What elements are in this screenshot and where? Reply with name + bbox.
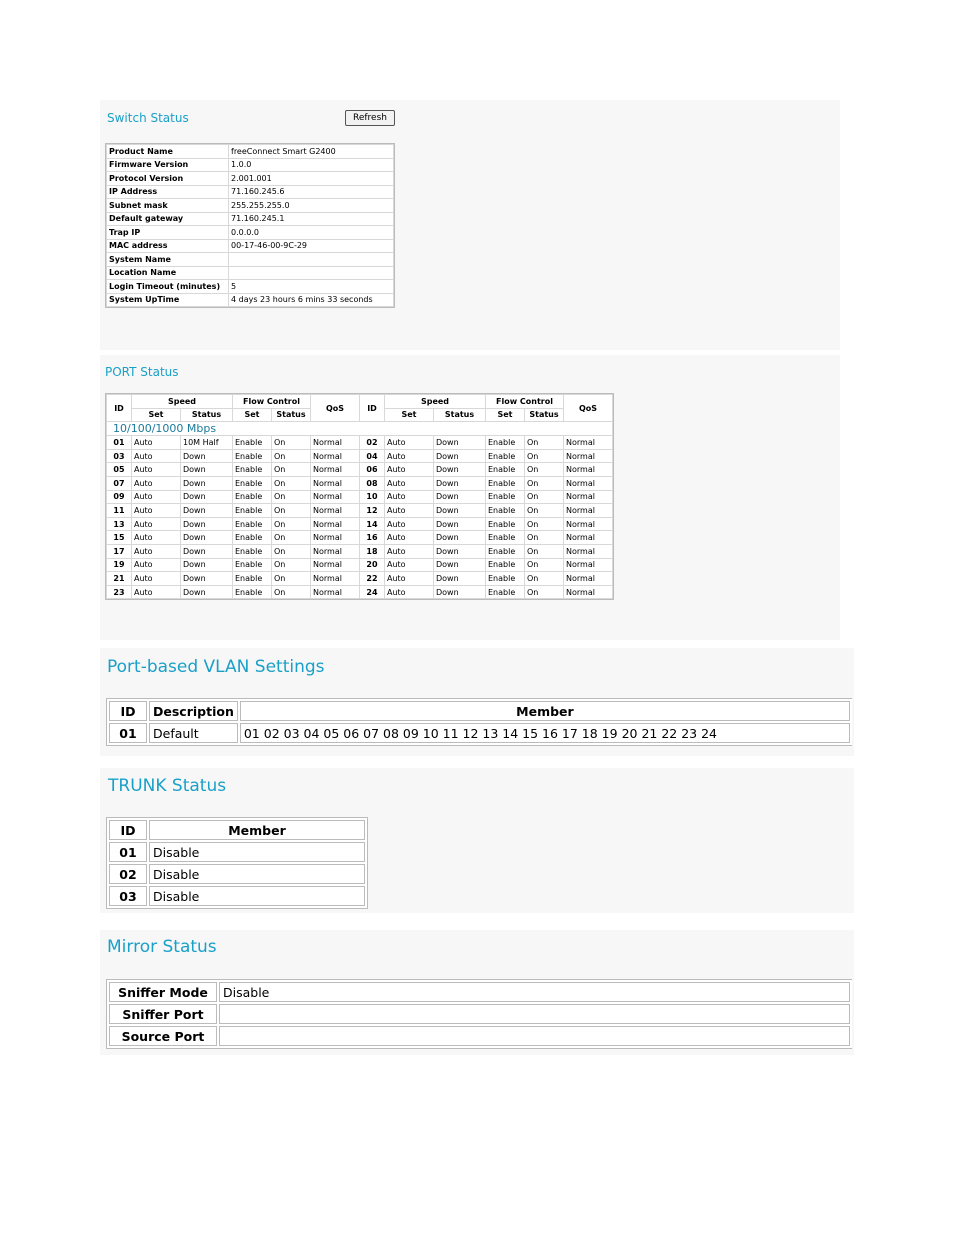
port-fc-status-cell: On <box>272 477 310 490</box>
port-col-speed-set-right: Set <box>385 409 433 422</box>
vlan-id-cell: 01 <box>109 723 147 743</box>
switch-status-value <box>229 253 393 266</box>
port-id-cell: 01 <box>107 436 131 449</box>
port-qos-cell: Normal <box>311 545 359 558</box>
switch-status-value: 2.001.001 <box>229 172 393 185</box>
port-fc-set-cell: Enable <box>233 586 271 599</box>
port-col-fc-status-left: Status <box>272 409 310 422</box>
port-fc-set-cell: Enable <box>233 450 271 463</box>
port-id-cell: 08 <box>360 477 384 490</box>
port-speed-status-cell: Down <box>181 450 232 463</box>
port-id-cell: 11 <box>107 504 131 517</box>
port-speed-status-cell: Down <box>181 504 232 517</box>
port-qos-cell: Normal <box>564 586 612 599</box>
port-id-cell: 02 <box>360 436 384 449</box>
switch-status-label: MAC address <box>107 240 228 253</box>
port-speed-set-cell: Auto <box>385 450 433 463</box>
port-speed-set-cell: Auto <box>132 586 180 599</box>
trunk-member-cell: Disable <box>149 886 365 906</box>
port-speed-status-cell: Down <box>434 504 485 517</box>
port-speed-set-cell: Auto <box>385 491 433 504</box>
switch-status-value: 1.0.0 <box>229 159 393 172</box>
port-col-fc-set-right: Set <box>486 409 524 422</box>
port-id-cell: 24 <box>360 586 384 599</box>
port-id-cell: 05 <box>107 463 131 476</box>
port-speed-status-cell: Down <box>434 518 485 531</box>
port-col-id-right: ID <box>360 395 384 421</box>
port-fc-status-cell: On <box>525 559 563 572</box>
vlan-table <box>106 698 852 746</box>
mirror-row <box>109 1004 850 1024</box>
port-fc-set-cell: Enable <box>486 559 524 572</box>
port-id-cell: 06 <box>360 463 384 476</box>
switch-status-value: 0.0.0.0 <box>229 226 393 239</box>
port-fc-status-cell: On <box>272 491 310 504</box>
port-speed-status-cell: Down <box>181 491 232 504</box>
port-fc-status-cell: On <box>272 450 310 463</box>
port-qos-cell: Normal <box>564 477 612 490</box>
switch-status-row <box>107 199 393 212</box>
switch-status-value: 255.255.255.0 <box>229 199 393 212</box>
port-fc-status-cell: On <box>525 463 563 476</box>
port-fc-status-cell: On <box>525 586 563 599</box>
refresh-button[interactable]: Refresh <box>345 110 395 126</box>
port-speed-set-cell: Auto <box>132 545 180 558</box>
port-fc-set-cell: Enable <box>486 586 524 599</box>
port-col-speed-set-left: Set <box>132 409 180 422</box>
port-col-qos-left: QoS <box>311 395 359 421</box>
port-col-speed-right: Speed <box>385 395 485 408</box>
port-col-speed-status-left: Status <box>181 409 232 422</box>
port-id-cell: 07 <box>107 477 131 490</box>
port-speed-set-cell: Auto <box>385 586 433 599</box>
switch-status-row <box>107 280 393 293</box>
port-speed-set-cell: Auto <box>385 477 433 490</box>
port-fc-status-cell: On <box>525 477 563 490</box>
switch-status-row <box>107 186 393 199</box>
port-qos-cell: Normal <box>311 436 359 449</box>
trunk-row <box>109 886 365 906</box>
mirror-row <box>109 1026 850 1046</box>
port-fc-status-cell: On <box>525 518 563 531</box>
port-speed-set-cell: Auto <box>132 477 180 490</box>
port-col-speed-left: Speed <box>132 395 232 408</box>
port-speed-status-cell: Down <box>434 545 485 558</box>
switch-status-label: Location Name <box>107 267 228 280</box>
port-qos-cell: Normal <box>564 572 612 585</box>
switch-status-value: 5 <box>229 280 393 293</box>
port-fc-set-cell: Enable <box>486 477 524 490</box>
switch-status-label: Product Name <box>107 145 228 158</box>
port-speed-set-cell: Auto <box>132 450 180 463</box>
switch-status-label: System UpTime <box>107 294 228 307</box>
port-fc-set-cell: Enable <box>486 436 524 449</box>
vlan-description-cell: Default <box>149 723 238 743</box>
port-col-speed-status-right: Status <box>434 409 485 422</box>
port-group-label: 10/100/1000 Mbps <box>107 422 612 435</box>
port-status-table <box>105 393 614 600</box>
trunk-row <box>109 842 365 862</box>
port-row <box>107 450 612 463</box>
port-speed-status-cell: Down <box>434 477 485 490</box>
port-row <box>107 545 612 558</box>
mirror-row <box>109 982 850 1002</box>
port-fc-set-cell: Enable <box>486 531 524 544</box>
port-qos-cell: Normal <box>564 559 612 572</box>
vlan-col-description: Description <box>149 701 238 721</box>
port-speed-set-cell: Auto <box>385 572 433 585</box>
switch-status-label: System Name <box>107 253 228 266</box>
port-speed-set-cell: Auto <box>385 504 433 517</box>
switch-status-value: 4 days 23 hours 6 mins 33 seconds <box>229 294 393 307</box>
port-speed-status-cell: Down <box>181 518 232 531</box>
port-fc-set-cell: Enable <box>486 504 524 517</box>
port-row <box>107 559 612 572</box>
port-speed-status-cell: Down <box>434 463 485 476</box>
port-speed-status-cell: Down <box>181 545 232 558</box>
port-id-cell: 18 <box>360 545 384 558</box>
port-fc-set-cell: Enable <box>233 436 271 449</box>
port-id-cell: 09 <box>107 491 131 504</box>
port-fc-status-cell: On <box>272 518 310 531</box>
port-group-row <box>107 422 612 435</box>
switch-status-label: IP Address <box>107 186 228 199</box>
port-row <box>107 518 612 531</box>
switch-status-row <box>107 267 393 280</box>
mirror-value-cell <box>219 1026 850 1046</box>
port-col-flow-control-left: Flow Control <box>233 395 310 408</box>
port-qos-cell: Normal <box>311 477 359 490</box>
port-qos-cell: Normal <box>311 518 359 531</box>
port-speed-set-cell: Auto <box>385 559 433 572</box>
trunk-id-cell: 01 <box>109 842 147 862</box>
switch-status-row <box>107 294 393 307</box>
port-qos-cell: Normal <box>311 463 359 476</box>
trunk-table <box>106 817 368 909</box>
port-speed-status-cell: Down <box>434 572 485 585</box>
mirror-title: Mirror Status <box>107 937 217 957</box>
port-qos-cell: Normal <box>311 504 359 517</box>
port-header-row-1 <box>107 395 612 408</box>
switch-status-table <box>105 143 395 308</box>
port-speed-set-cell: Auto <box>132 531 180 544</box>
port-speed-status-cell: Down <box>434 491 485 504</box>
port-col-flow-control-right: Flow Control <box>486 395 563 408</box>
switch-status-label: Trap IP <box>107 226 228 239</box>
switch-status-row <box>107 172 393 185</box>
port-speed-set-cell: Auto <box>385 545 433 558</box>
port-qos-cell: Normal <box>564 491 612 504</box>
port-speed-status-cell: Down <box>434 531 485 544</box>
port-speed-set-cell: Auto <box>385 436 433 449</box>
port-id-cell: 19 <box>107 559 131 572</box>
port-qos-cell: Normal <box>564 463 612 476</box>
switch-status-label: Protocol Version <box>107 172 228 185</box>
port-speed-status-cell: Down <box>434 436 485 449</box>
port-qos-cell: Normal <box>564 504 612 517</box>
port-speed-set-cell: Auto <box>132 518 180 531</box>
port-speed-set-cell: Auto <box>132 504 180 517</box>
port-id-cell: 16 <box>360 531 384 544</box>
port-speed-status-cell: Down <box>181 463 232 476</box>
port-speed-set-cell: Auto <box>385 518 433 531</box>
port-speed-set-cell: Auto <box>132 491 180 504</box>
trunk-col-member: Member <box>149 820 365 840</box>
trunk-id-cell: 02 <box>109 864 147 884</box>
port-fc-set-cell: Enable <box>233 572 271 585</box>
port-id-cell: 04 <box>360 450 384 463</box>
port-speed-set-cell: Auto <box>385 531 433 544</box>
vlan-title: Port-based VLAN Settings <box>107 657 325 677</box>
port-fc-status-cell: On <box>272 436 310 449</box>
port-fc-status-cell: On <box>525 572 563 585</box>
port-speed-status-cell: Down <box>181 531 232 544</box>
port-fc-set-cell: Enable <box>233 491 271 504</box>
port-row <box>107 586 612 599</box>
port-fc-status-cell: On <box>272 463 310 476</box>
port-speed-status-cell: Down <box>434 586 485 599</box>
port-speed-set-cell: Auto <box>132 572 180 585</box>
switch-status-label: Default gateway <box>107 213 228 226</box>
port-fc-set-cell: Enable <box>233 504 271 517</box>
port-fc-set-cell: Enable <box>233 531 271 544</box>
port-id-cell: 22 <box>360 572 384 585</box>
port-speed-status-cell: Down <box>181 586 232 599</box>
port-fc-set-cell: Enable <box>486 450 524 463</box>
mirror-label-cell: Sniffer Mode <box>109 982 217 1002</box>
trunk-header-row <box>109 820 365 840</box>
port-status-title: PORT Status <box>105 365 179 379</box>
vlan-row <box>109 723 850 743</box>
port-col-qos-right: QoS <box>564 395 612 421</box>
port-row <box>107 531 612 544</box>
port-speed-set-cell: Auto <box>385 463 433 476</box>
port-fc-status-cell: On <box>272 572 310 585</box>
switch-status-row <box>107 213 393 226</box>
port-row <box>107 572 612 585</box>
switch-status-row <box>107 253 393 266</box>
port-row <box>107 463 612 476</box>
port-qos-cell: Normal <box>564 518 612 531</box>
port-qos-cell: Normal <box>311 559 359 572</box>
vlan-col-member: Member <box>240 701 850 721</box>
port-col-id-left: ID <box>107 395 131 421</box>
port-speed-status-cell: 10M Half <box>181 436 232 449</box>
port-col-fc-status-right: Status <box>525 409 563 422</box>
trunk-member-cell: Disable <box>149 864 365 884</box>
mirror-label-cell: Sniffer Port <box>109 1004 217 1024</box>
switch-status-value <box>229 267 393 280</box>
port-speed-set-cell: Auto <box>132 559 180 572</box>
switch-status-value: 00-17-46-00-9C-29 <box>229 240 393 253</box>
port-qos-cell: Normal <box>564 450 612 463</box>
port-fc-status-cell: On <box>525 531 563 544</box>
port-fc-set-cell: Enable <box>486 491 524 504</box>
port-qos-cell: Normal <box>564 436 612 449</box>
port-fc-set-cell: Enable <box>233 518 271 531</box>
port-speed-status-cell: Down <box>181 559 232 572</box>
mirror-value-cell: Disable <box>219 982 850 1002</box>
port-fc-set-cell: Enable <box>233 545 271 558</box>
port-speed-status-cell: Down <box>434 450 485 463</box>
switch-status-value: freeConnect Smart G2400 <box>229 145 393 158</box>
switch-status-row <box>107 226 393 239</box>
port-id-cell: 20 <box>360 559 384 572</box>
mirror-table <box>106 979 852 1049</box>
port-fc-status-cell: On <box>525 491 563 504</box>
port-speed-status-cell: Down <box>181 572 232 585</box>
switch-status-label: Login Timeout (minutes) <box>107 280 228 293</box>
switch-status-row <box>107 240 393 253</box>
port-speed-status-cell: Down <box>181 477 232 490</box>
port-fc-set-cell: Enable <box>233 559 271 572</box>
port-col-fc-set-left: Set <box>233 409 271 422</box>
trunk-member-cell: Disable <box>149 842 365 862</box>
port-row <box>107 477 612 490</box>
port-speed-status-cell: Down <box>434 559 485 572</box>
vlan-member-cell: 01 02 03 04 05 06 07 08 09 10 11 12 13 14 15 16 17 18 19 20 21 22 23 24 <box>240 723 850 743</box>
port-fc-set-cell: Enable <box>486 572 524 585</box>
port-fc-status-cell: On <box>525 545 563 558</box>
switch-status-row <box>107 145 393 158</box>
port-fc-status-cell: On <box>272 559 310 572</box>
port-fc-status-cell: On <box>525 450 563 463</box>
port-fc-status-cell: On <box>272 504 310 517</box>
switch-status-title: Switch Status <box>107 111 189 125</box>
port-id-cell: 21 <box>107 572 131 585</box>
switch-status-value: 71.160.245.6 <box>229 186 393 199</box>
port-row <box>107 504 612 517</box>
port-row <box>107 491 612 504</box>
trunk-row <box>109 864 365 884</box>
vlan-header-row <box>109 701 850 721</box>
port-id-cell: 13 <box>107 518 131 531</box>
trunk-id-cell: 03 <box>109 886 147 906</box>
switch-status-label: Firmware Version <box>107 159 228 172</box>
mirror-label-cell: Source Port <box>109 1026 217 1046</box>
port-fc-set-cell: Enable <box>233 463 271 476</box>
port-qos-cell: Normal <box>311 531 359 544</box>
switch-status-label: Subnet mask <box>107 199 228 212</box>
port-id-cell: 15 <box>107 531 131 544</box>
port-fc-status-cell: On <box>272 531 310 544</box>
port-fc-status-cell: On <box>525 504 563 517</box>
port-qos-cell: Normal <box>311 450 359 463</box>
port-fc-set-cell: Enable <box>486 545 524 558</box>
port-fc-set-cell: Enable <box>233 477 271 490</box>
trunk-title: TRUNK Status <box>108 776 227 796</box>
port-id-cell: 14 <box>360 518 384 531</box>
port-row <box>107 436 612 449</box>
port-speed-set-cell: Auto <box>132 463 180 476</box>
vlan-col-id: ID <box>109 701 147 721</box>
port-qos-cell: Normal <box>564 545 612 558</box>
switch-status-row <box>107 159 393 172</box>
mirror-value-cell <box>219 1004 850 1024</box>
port-fc-set-cell: Enable <box>486 518 524 531</box>
port-fc-status-cell: On <box>525 436 563 449</box>
port-qos-cell: Normal <box>564 531 612 544</box>
port-qos-cell: Normal <box>311 586 359 599</box>
port-id-cell: 12 <box>360 504 384 517</box>
port-id-cell: 10 <box>360 491 384 504</box>
port-id-cell: 03 <box>107 450 131 463</box>
port-speed-set-cell: Auto <box>132 436 180 449</box>
switch-status-value: 71.160.245.1 <box>229 213 393 226</box>
port-qos-cell: Normal <box>311 572 359 585</box>
port-fc-status-cell: On <box>272 586 310 599</box>
port-fc-set-cell: Enable <box>486 463 524 476</box>
port-id-cell: 23 <box>107 586 131 599</box>
port-fc-status-cell: On <box>272 545 310 558</box>
port-qos-cell: Normal <box>311 491 359 504</box>
port-id-cell: 17 <box>107 545 131 558</box>
trunk-col-id: ID <box>109 820 147 840</box>
